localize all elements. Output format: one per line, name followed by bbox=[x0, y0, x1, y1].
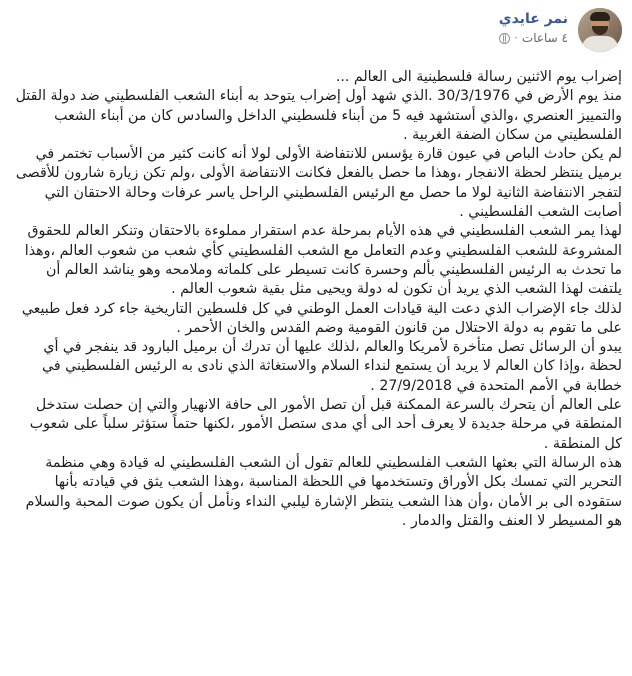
post-paragraph: يبدو أن الرسائل تصل متأخرة لأمريكا والعالم ،لذلك عليها أن تدرك أن برميل البارود قد ينفجر في أي لحظة ،وإذا كان العالم لا يريد أن يستمع لنداء السلام والاستغاثة الذي نادى به الرئيس الفلسطيني في خطابة في الأمم المتحدة في 27/9/2018 . bbox=[42, 339, 622, 394]
author-avatar[interactable] bbox=[578, 8, 622, 52]
post-paragraph: على العالم أن يتحرك بالسرعة الممكنة قبل أن تصل الأمور الى حافة الانهيار والتي إن حصلت ستدخل المنطقة في مرحلة جديدة لا يعرف أحد الى أي مدى ستصل الأمور ،لكنها حتماً ستؤثر سلباً على شعوب كل المنطقة . bbox=[29, 397, 622, 452]
post-header bbox=[499, 8, 622, 52]
post-timestamp[interactable]: ٤ ساعات bbox=[521, 31, 568, 45]
post-paragraph: منذ يوم الأرض في 30/3/1976 .الذي شهد أول إضراب يتوحد به أبناء الشعب الفلسطيني ضد دولة القتل والتمييز العنصري ،والذي أستشهد فيه 5 من أبناء فلسطيني الداخل والسادس كان من أبناء الشعب الفلسطيني من سكان الضفة الغربية . bbox=[15, 88, 622, 143]
author-name[interactable]: نمر عايدي bbox=[498, 11, 568, 27]
post-paragraph: هذه الرسالة التي بعثها الشعب الفلسطيني للعالم تقول أن الشعب الفلسطيني له قيادة وهي منظمة التحرير التي تمسك بكل الأوراق وتستخدمها في اللحظة المناسبة ،وهذا الشعب يثق في قيادته بأنها ستقوده الى بر الأمان ،وأن هذا الشعب ينتظر الإشارة ليلبي النداء ونأمل أن يكون صوت المحبة والسلام هو المسيطر لا العنف والقتل والدمار . bbox=[25, 454, 622, 529]
post-paragraph: إضراب يوم الاثنين رسالة فلسطينية الى العالم ... bbox=[335, 69, 622, 85]
post-paragraph: لهذا يمر الشعب الفلسطيني في هذه الأيام بمرحلة عدم استقرار مملوءة بالاحتقان وتنكر العالم للحقوق المشروعة للشعب الفلسطيني وعدم التعامل مع الشعب الفلسطيني كأي شعب من شعوب العالم ،وهذا ما تحدث به الرئيس الفلسطيني بألم وحسرة كانت تسيطر على كلماته وملامحه وهو يناشد العالم أن يلتفت لهذا الشعب الذي يريد أن تكون له دولة ويحيى مثل بقية شعوب العالم . bbox=[24, 223, 622, 298]
post-paragraph: لذلك جاء الإضراب الذي دعت الية قيادات العمل الوطني في كل فلسطين التاريخية جاء كرد فعل طبيعي على ما تقوم به دولة الاحتلال من قانون القومية وضم القدس والخان الأحمر . bbox=[21, 300, 622, 336]
post-subline bbox=[499, 31, 568, 45]
post-body bbox=[10, 68, 622, 531]
post-paragraph: لم يكن حادث الباص في عيون قارة يؤسس للانتفاضة الأولى لولا أنه كانت كثير من الأسباب تختمر في برميل ينتظر لحظة الانفجار ،وهذا ما حصل بالفعل فكانت الانتفاضة الأولى ،ولم تكن زيارة شارون للأقصى لتفجر الانتفاضة الثانية لولا ما حصل مع الرئيس الفلسطيني الراحل ياسر عرفات وحالة الاحتقان التي أصابت الشعب الفلسطيني . bbox=[15, 146, 622, 221]
post-meta bbox=[499, 8, 568, 45]
separator-dot: · bbox=[514, 31, 518, 45]
public-globe-icon[interactable] bbox=[499, 33, 510, 44]
